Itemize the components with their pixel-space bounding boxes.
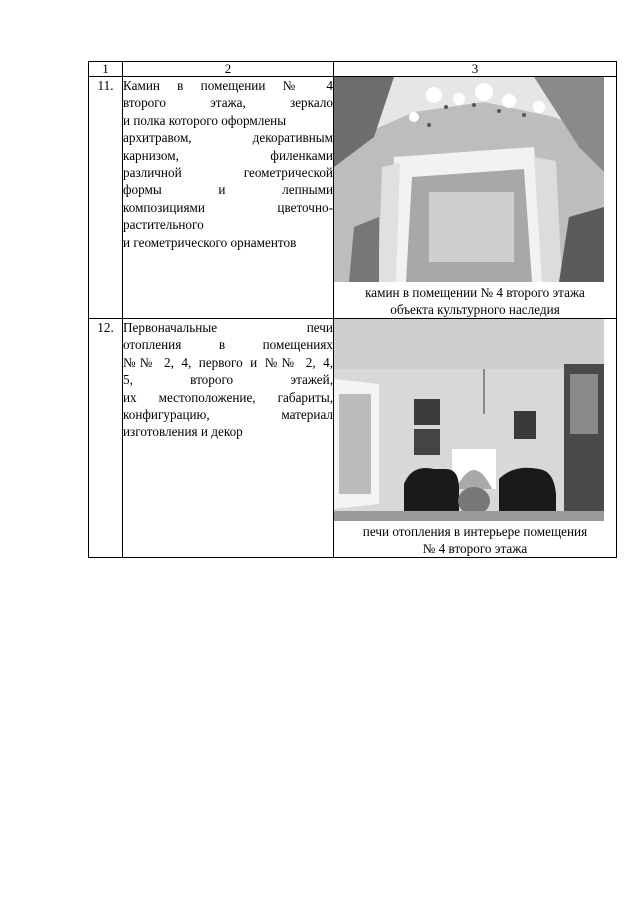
fireplace-photo [334, 77, 604, 282]
description-line: архитравом, декоративным [123, 130, 333, 146]
row-number: 11. [89, 77, 123, 319]
caption-line: печи отопления в интерьере помещения [362, 524, 588, 539]
caption-line: камин в помещении № 4 второго этажа [365, 285, 585, 300]
description-line: композициями цветочно- [123, 199, 333, 215]
description-line: изготовления и декор [123, 424, 243, 440]
description-line: различной геометрической [123, 165, 333, 181]
description-line: их местоположение, габариты, [123, 389, 333, 405]
column-header: 2 [123, 62, 334, 77]
row-description [123, 319, 334, 558]
description-line: карнизом, филенками [123, 147, 333, 163]
column-header: 3 [334, 62, 617, 77]
column-header: 1 [89, 62, 123, 77]
row-image-cell [334, 77, 617, 319]
description-line: 5, второго этажей, [123, 372, 333, 388]
document-table [88, 61, 617, 558]
row-description [123, 77, 334, 319]
image-caption [334, 282, 616, 318]
description-line: растительного [123, 217, 204, 233]
caption-line: объекта культурного наследия [390, 302, 560, 317]
table-row [89, 77, 617, 319]
description-line: конфигурацию, материал [123, 407, 333, 423]
description-line: отопления в помещениях [123, 337, 333, 353]
interior-photo [334, 319, 604, 521]
caption-line: № 4 второго этажа [422, 541, 528, 556]
header-row [89, 62, 617, 77]
description-line: второго этажа, зеркало [123, 95, 333, 111]
row-number: 12. [89, 319, 123, 558]
description-line: Первоначальные печи [123, 320, 333, 335]
row-image-cell [334, 319, 617, 558]
description-line: и полка которого оформлены [123, 112, 287, 128]
description-line: №№ 2, 4, первого и №№ 2, 4, [123, 354, 333, 370]
description-line: формы и лепными [123, 182, 333, 198]
description-line: и геометрического орнаментов [123, 234, 297, 250]
image-caption [334, 521, 616, 557]
description-line: Камин в помещении № 4 [123, 78, 333, 93]
table-row [89, 319, 617, 558]
